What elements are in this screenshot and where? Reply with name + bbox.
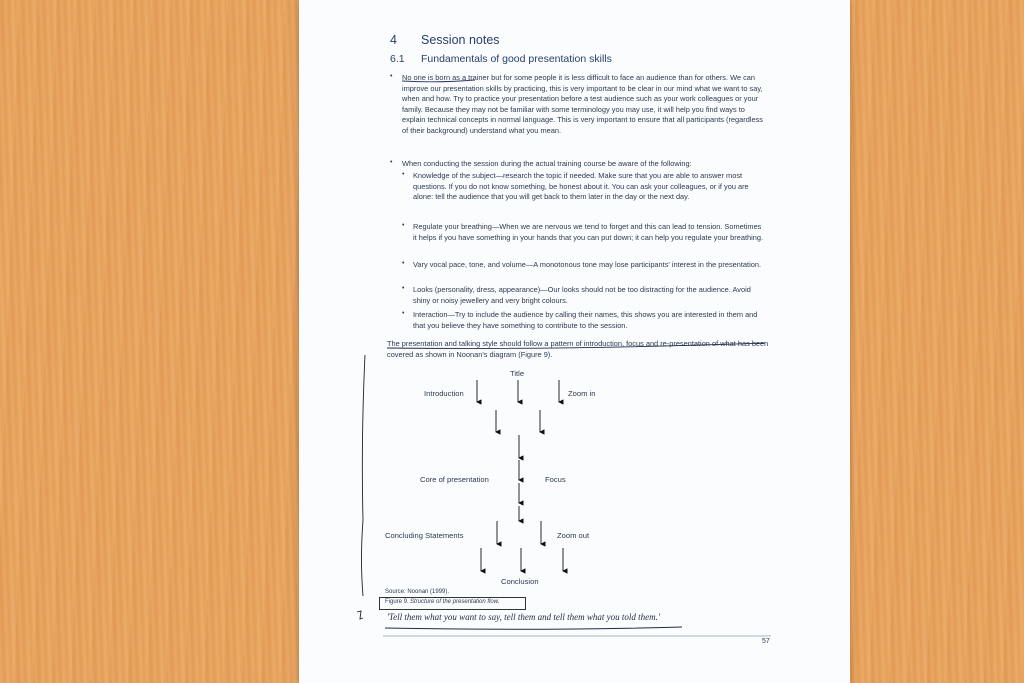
pen-scribble xyxy=(357,611,363,619)
bullet-paragraph-2: When conducting the session during the actual training course be aware of the following: xyxy=(402,159,692,168)
sub-bullet-dot: • xyxy=(402,260,405,267)
pen-underline xyxy=(385,627,682,629)
sub-bullet-dot: • xyxy=(402,222,405,229)
diagram-conclusion-label: Conclusion xyxy=(501,577,539,586)
sub-bullet-2: Regulate your breathing—When we are nervous we tend to forget and this can lead to tension. Sometimes it helps if you have something in your hands that you can put down; it can help you regulate your breathing. xyxy=(413,222,764,242)
sub-bullet-1: Knowledge of the subject—research the topic if needed. Make sure that you are able to answer most questions. If you do not know something, be honest about it. You can ask your colleagues, or if you are alone: tell the audience that you will get back to them later in the day or the next day. xyxy=(413,171,749,201)
diagram-concluding-label: Concluding Statements xyxy=(385,531,464,540)
pen-underline xyxy=(402,80,475,82)
chapter-number: 4 xyxy=(390,33,397,47)
section-number: 6.1 xyxy=(390,53,405,65)
figure-caption-text: Structure of the presentation flow. xyxy=(410,599,500,605)
diagram-zoom-in-label: Zoom in xyxy=(568,389,596,398)
page-markings xyxy=(299,0,850,683)
figure-caption-label: Figure 9. xyxy=(385,599,409,605)
diagram-title-label: Title xyxy=(510,369,525,378)
diagram-zoom-out-label: Zoom out xyxy=(557,531,590,540)
sub-bullet-dot: • xyxy=(402,171,405,178)
closing-paragraph: The presentation and talking style should follow a pattern of introduction, focus and re-presentation of what has been covered as shown in Noonan's diagram (Figure 9). xyxy=(387,339,769,359)
page-number: 57 xyxy=(762,638,770,645)
diagram-focus-label: Focus xyxy=(545,475,566,484)
pen-underline xyxy=(387,343,765,348)
chapter-title: Session notes xyxy=(421,33,500,47)
diagram-introduction-label: Introduction xyxy=(424,389,464,398)
diagram-core-label: Core of presentation xyxy=(420,475,489,484)
closing-quote: 'Tell them what you want to say, tell them and tell them what you told them.' xyxy=(387,612,660,622)
sub-bullet-5: Interaction—Try to include the audience by calling their names, this shows you are interested in them and that you believe they have something to contribute to the session. xyxy=(413,310,758,330)
section-title: Fundamentals of good presentation skills xyxy=(421,53,612,65)
sub-bullet-dot: • xyxy=(402,310,405,317)
paper-page xyxy=(299,0,850,683)
sub-bullet-dot: • xyxy=(402,285,405,292)
bullet-dot: • xyxy=(390,159,393,166)
pen-margin-line xyxy=(362,355,366,596)
sub-bullet-3: Vary vocal pace, tone, and volume—A monotonous tone may lose participants' interest in the presentation. xyxy=(413,260,762,269)
bullet-dot: • xyxy=(390,73,393,80)
bullet-paragraph-1: No one is born as a trainer but for some people it is less difficult to face an audience than for others. We can improve our presentation skills by practicing, this is very important to be clear in our mind what we want to say, when and how. Try to practice your presentation before a test audience such as your work colleagues or your family. Because they may not be familiar with some terminology you may use, it will help you find ways to explain technical concepts in normal language. This is very important to ensure that all participants (regardless of their background) understand what you mean. xyxy=(402,73,763,135)
diagram-arrows xyxy=(477,380,563,571)
sub-bullet-4: Looks (personality, dress, appearance)—Our looks should not be too distracting for the audience. Avoid shiny or noisy jewellery and very bright colours. xyxy=(413,285,751,305)
figure-source: Source: Noonan (1999). xyxy=(385,589,450,595)
